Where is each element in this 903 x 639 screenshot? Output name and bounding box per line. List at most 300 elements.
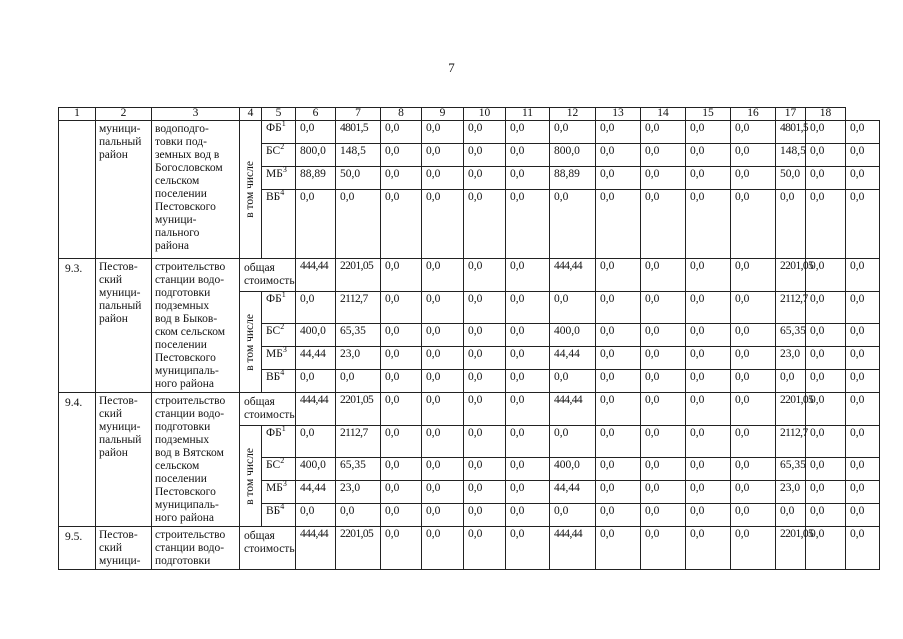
in-total-label: в том числе — [244, 447, 256, 505]
item-number-cell — [59, 393, 96, 527]
value-text: 0,0 — [600, 371, 615, 383]
value-text: 0,0 — [735, 293, 750, 305]
value-text: 0,0 — [340, 371, 355, 383]
value-text: 0,0 — [645, 325, 660, 337]
value-cell — [506, 393, 550, 426]
value-text: 0,0 — [468, 145, 483, 157]
value-cell — [596, 458, 641, 481]
value-cell — [296, 527, 336, 570]
header-cell: 3 — [152, 108, 240, 121]
value-text: 0,0 — [426, 427, 441, 439]
value-cell — [336, 481, 381, 504]
value-cell — [596, 426, 641, 458]
value-cell — [641, 426, 686, 458]
value-cell — [296, 370, 336, 393]
value-cell — [381, 347, 422, 370]
value-text: 0,0 — [690, 371, 705, 383]
value-text: 0,0 — [645, 122, 660, 134]
value-cell — [506, 144, 550, 167]
value-cell — [464, 292, 506, 324]
value-cell — [296, 121, 336, 144]
value-cell — [464, 527, 506, 570]
value-cell — [731, 527, 776, 570]
value-text: 444,44 — [300, 528, 329, 540]
value-text: 0,0 — [780, 371, 795, 383]
value-cell — [641, 167, 686, 190]
value-text: 0,0 — [510, 348, 525, 360]
total-label-cell — [240, 259, 296, 292]
value-cell — [506, 527, 550, 570]
total-label-cell — [240, 393, 296, 426]
value-cell — [596, 504, 641, 527]
cell-text: строительство станции водо- подготовки — [155, 529, 226, 567]
value-cell — [641, 259, 686, 292]
value-cell — [686, 324, 731, 347]
value-cell — [422, 481, 464, 504]
header-cell: 4 — [240, 108, 262, 121]
district-cell — [96, 259, 152, 393]
value-cell — [506, 292, 550, 324]
source-label-cell — [262, 190, 296, 259]
value-cell — [776, 370, 806, 393]
value-cell — [296, 324, 336, 347]
value-cell — [296, 481, 336, 504]
value-text: 0,0 — [426, 482, 441, 494]
source-name: МБ — [266, 348, 283, 360]
header-cell: 9 — [422, 108, 464, 121]
value-cell — [731, 370, 776, 393]
value-text: 0,0 — [385, 528, 400, 540]
value-cell — [596, 324, 641, 347]
value-cell — [506, 259, 550, 292]
value-cell — [550, 259, 596, 292]
value-cell — [776, 527, 814, 570]
source-name: ВБ — [266, 505, 281, 517]
header-cell: 13 — [596, 108, 641, 121]
value-text: 0,0 — [426, 371, 441, 383]
value-text: 0,0 — [850, 427, 865, 439]
value-text: 44,44 — [300, 482, 326, 494]
value-text: 0,0 — [850, 394, 865, 406]
value-cell — [806, 347, 846, 370]
value-cell — [422, 259, 464, 292]
value-text: 0,0 — [810, 260, 825, 272]
value-text: 0,0 — [385, 348, 400, 360]
value-text: 0,0 — [690, 260, 705, 272]
value-text: 0,0 — [385, 482, 400, 494]
value-text: 0,0 — [690, 145, 705, 157]
value-cell — [550, 144, 596, 167]
value-cell — [776, 190, 806, 259]
value-text: 0,0 — [426, 394, 441, 406]
cell-text: общая стоимость — [244, 396, 295, 421]
footnote-mark: 3 — [282, 165, 287, 175]
value-text: 0,0 — [468, 394, 483, 406]
value-text: 0,0 — [510, 145, 525, 157]
value-cell — [336, 259, 381, 292]
value-cell — [506, 370, 550, 393]
value-text: 2201,05 — [780, 260, 814, 272]
value-text: 0,0 — [554, 293, 569, 305]
value-text: 0,0 — [850, 168, 865, 180]
value-text: 0,0 — [385, 505, 400, 517]
in-total-cell — [240, 292, 262, 393]
value-cell — [550, 527, 596, 570]
total-row — [59, 393, 880, 426]
value-cell — [846, 121, 880, 144]
source-label-cell — [262, 167, 296, 190]
source-label-cell — [262, 481, 296, 504]
value-text: 0,0 — [510, 394, 525, 406]
header-cell: 5 — [262, 108, 296, 121]
value-text: 4801,5 — [340, 122, 369, 134]
value-cell — [846, 393, 880, 426]
value-text: 0,0 — [810, 325, 825, 337]
value-text: 0,0 — [300, 191, 315, 203]
value-cell — [731, 458, 776, 481]
value-text: 0,0 — [850, 145, 865, 157]
value-text: 0,0 — [735, 348, 750, 360]
value-text: 0,0 — [810, 191, 825, 203]
value-text: 0,0 — [385, 145, 400, 157]
value-cell — [381, 190, 422, 259]
value-cell — [336, 370, 381, 393]
value-cell — [381, 292, 422, 324]
value-cell — [336, 144, 381, 167]
value-text: 0,0 — [850, 293, 865, 305]
object-cell — [152, 393, 240, 527]
value-text: 50,0 — [780, 168, 801, 180]
value-cell — [381, 393, 422, 426]
value-text: 0,0 — [468, 191, 483, 203]
value-cell — [686, 259, 731, 292]
value-cell — [776, 504, 806, 527]
footnote-mark: 2 — [280, 456, 285, 466]
item-number-cell — [59, 527, 96, 570]
value-text: 0,0 — [690, 427, 705, 439]
value-text: 0,0 — [600, 168, 615, 180]
value-text: 0,0 — [510, 168, 525, 180]
value-text: 0,0 — [690, 394, 705, 406]
source-name: БС — [266, 459, 281, 471]
district-cell — [96, 393, 152, 527]
value-cell — [550, 121, 596, 144]
value-text: 0,0 — [385, 191, 400, 203]
value-cell — [381, 504, 422, 527]
value-cell — [422, 393, 464, 426]
value-cell — [846, 324, 880, 347]
value-cell — [846, 527, 880, 570]
object-cell — [152, 259, 240, 393]
header-cell: 15 — [686, 108, 731, 121]
value-text: 0,0 — [735, 325, 750, 337]
value-text: 0,0 — [600, 293, 615, 305]
object-cell — [152, 121, 240, 259]
value-cell — [686, 504, 731, 527]
value-cell — [776, 481, 806, 504]
value-text: 0,0 — [690, 528, 705, 540]
value-text: 0,0 — [600, 260, 615, 272]
value-text: 0,0 — [468, 371, 483, 383]
value-cell — [596, 527, 641, 570]
value-text: 148,5 — [340, 145, 366, 157]
cell-text: Пестов- ский муници- пальный район — [99, 261, 142, 325]
cell-text: Пестов- ский муници- пальный район — [99, 395, 142, 459]
value-cell — [686, 347, 731, 370]
value-text: 0,0 — [468, 260, 483, 272]
value-text: 44,44 — [554, 348, 580, 360]
value-text: 4801,5 — [780, 122, 809, 134]
item-number-cell — [59, 121, 96, 259]
value-cell — [596, 259, 641, 292]
value-text: 0,0 — [735, 528, 750, 540]
value-text: 0,0 — [645, 505, 660, 517]
source-name: ФБ — [266, 293, 282, 305]
value-text: 0,0 — [645, 528, 660, 540]
value-cell — [550, 324, 596, 347]
value-text: 0,0 — [468, 293, 483, 305]
value-text: 0,0 — [600, 394, 615, 406]
value-text: 0,0 — [385, 427, 400, 439]
value-cell — [686, 121, 731, 144]
value-cell — [296, 167, 336, 190]
value-cell — [731, 190, 776, 259]
value-cell — [381, 370, 422, 393]
cell-text: водоподго- товки под- земных вод в Богословском сельском поселении Пестовского муници- пального района — [155, 123, 223, 252]
in-total-cell — [240, 121, 262, 259]
header-cell: 17 — [776, 108, 806, 121]
header-cell: 14 — [641, 108, 686, 121]
value-cell — [806, 426, 846, 458]
value-cell — [806, 259, 846, 292]
value-cell — [846, 370, 880, 393]
value-text: 0,0 — [600, 145, 615, 157]
value-text: 0,0 — [510, 293, 525, 305]
value-text: 23,0 — [780, 348, 801, 360]
header-cell: 12 — [550, 108, 596, 121]
value-cell — [381, 259, 422, 292]
value-text: 0,0 — [426, 191, 441, 203]
value-text: 0,0 — [426, 325, 441, 337]
cell-text: Пестов- ский муници- — [99, 529, 141, 567]
value-cell — [422, 527, 464, 570]
value-cell — [550, 426, 596, 458]
value-text: 0,0 — [735, 122, 750, 134]
value-cell — [381, 144, 422, 167]
value-cell — [506, 426, 550, 458]
value-cell — [422, 190, 464, 259]
source-row — [59, 121, 880, 144]
value-cell — [776, 393, 814, 426]
value-cell — [686, 292, 731, 324]
value-text: 0,0 — [468, 348, 483, 360]
value-text: 0,0 — [300, 293, 315, 305]
value-cell — [336, 324, 381, 347]
value-text: 444,44 — [300, 394, 329, 406]
value-cell — [641, 481, 686, 504]
value-cell — [686, 481, 731, 504]
value-text: 0,0 — [810, 427, 825, 439]
value-text: 0,0 — [600, 482, 615, 494]
value-text: 0,0 — [468, 427, 483, 439]
district-cell — [96, 527, 152, 570]
header-cell: 16 — [731, 108, 776, 121]
value-cell — [776, 458, 806, 481]
source-label-cell — [262, 144, 296, 167]
value-cell — [686, 458, 731, 481]
value-text: 444,44 — [300, 260, 329, 272]
value-text: 0,0 — [645, 191, 660, 203]
value-cell — [464, 167, 506, 190]
value-cell — [464, 259, 506, 292]
header-cell: 1 — [59, 108, 96, 121]
value-text: 0,0 — [510, 325, 525, 337]
value-cell — [550, 370, 596, 393]
value-cell — [806, 481, 846, 504]
value-text: 0,0 — [810, 348, 825, 360]
value-cell — [731, 426, 776, 458]
value-cell — [846, 190, 880, 259]
value-cell — [806, 370, 846, 393]
value-cell — [336, 504, 381, 527]
value-cell — [336, 458, 381, 481]
value-cell — [641, 292, 686, 324]
value-text: 0,0 — [690, 505, 705, 517]
value-text: 0,0 — [850, 528, 865, 540]
value-cell — [641, 347, 686, 370]
value-cell — [506, 121, 550, 144]
value-cell — [296, 259, 336, 292]
value-text: 0,0 — [510, 505, 525, 517]
value-text: 0,0 — [510, 482, 525, 494]
value-text: 0,0 — [735, 427, 750, 439]
value-cell — [806, 324, 846, 347]
value-text: 0,0 — [810, 459, 825, 471]
value-cell — [422, 292, 464, 324]
header-cell: 6 — [296, 108, 336, 121]
value-text: 0,0 — [426, 260, 441, 272]
value-cell — [550, 190, 596, 259]
value-cell — [641, 527, 686, 570]
value-text: 2112,7 — [340, 293, 368, 305]
value-cell — [641, 121, 686, 144]
value-text: 0,0 — [810, 528, 825, 540]
cell-text: 9.4. — [65, 397, 83, 409]
value-text: 0,0 — [600, 348, 615, 360]
value-cell — [464, 370, 506, 393]
value-text: 0,0 — [690, 122, 705, 134]
value-cell — [550, 347, 596, 370]
value-text: 0,0 — [340, 191, 355, 203]
value-cell — [381, 426, 422, 458]
value-text: 0,0 — [735, 459, 750, 471]
value-text: 0,0 — [780, 505, 795, 517]
header-cell: 8 — [381, 108, 422, 121]
value-text: 0,0 — [810, 145, 825, 157]
value-cell — [806, 190, 846, 259]
value-text: 0,0 — [735, 394, 750, 406]
value-cell — [846, 144, 880, 167]
source-label-cell — [262, 292, 296, 324]
value-text: 400,0 — [554, 325, 580, 337]
value-cell — [846, 292, 880, 324]
value-text: 0,0 — [850, 459, 865, 471]
value-cell — [336, 190, 381, 259]
value-text: 23,0 — [780, 482, 801, 494]
cell-text: строительство станции водо- подготовки подземных вод в Быков- ском сельском поселении Пестовского муниципаль- ного района — [155, 261, 226, 390]
value-cell — [806, 458, 846, 481]
value-text: 0,0 — [850, 122, 865, 134]
value-cell — [686, 370, 731, 393]
footnote-mark: 2 — [280, 322, 285, 332]
value-cell — [731, 292, 776, 324]
footnote-mark: 4 — [280, 368, 285, 378]
value-cell — [464, 458, 506, 481]
value-cell — [596, 190, 641, 259]
value-text: 0,0 — [690, 348, 705, 360]
value-cell — [641, 458, 686, 481]
value-text: 0,0 — [300, 505, 315, 517]
value-text: 0,0 — [510, 459, 525, 471]
header-cell: 10 — [464, 108, 506, 121]
source-label-cell — [262, 347, 296, 370]
value-text: 444,44 — [554, 394, 583, 406]
in-total-cell — [240, 426, 262, 527]
value-text: 0,0 — [426, 505, 441, 517]
value-cell — [776, 121, 809, 144]
value-cell — [381, 121, 422, 144]
value-text: 0,0 — [735, 482, 750, 494]
value-text: 0,0 — [735, 371, 750, 383]
value-text: 0,0 — [554, 505, 569, 517]
value-cell — [846, 481, 880, 504]
district-cell — [96, 121, 152, 259]
value-text: 0,0 — [810, 371, 825, 383]
source-name: ФБ — [266, 427, 282, 439]
value-text: 444,44 — [554, 260, 583, 272]
value-text: 0,0 — [690, 191, 705, 203]
value-text: 0,0 — [468, 325, 483, 337]
value-text: 65,35 — [780, 459, 806, 471]
value-cell — [806, 167, 846, 190]
value-text: 0,0 — [600, 528, 615, 540]
footnote-mark: 2 — [280, 142, 285, 152]
value-cell — [596, 393, 641, 426]
value-cell — [846, 426, 880, 458]
value-cell — [381, 167, 422, 190]
value-cell — [422, 324, 464, 347]
value-text: 0,0 — [340, 505, 355, 517]
footnote-mark: 1 — [281, 290, 286, 300]
value-cell — [806, 292, 846, 324]
value-cell — [776, 426, 806, 458]
cell-text: 9.5. — [65, 531, 83, 543]
value-cell — [731, 324, 776, 347]
value-text: 44,44 — [554, 482, 580, 494]
item-number-cell — [59, 259, 96, 393]
value-text: 0,0 — [426, 459, 441, 471]
value-text: 0,0 — [468, 482, 483, 494]
cell-text: строительство станции водо- подготовки подземных вод в Вятском сельском поселении Пестовского муниципаль- ного района — [155, 395, 226, 524]
value-cell — [550, 458, 596, 481]
header-cell: 7 — [336, 108, 381, 121]
in-total-label: в том числе — [244, 161, 256, 218]
value-text: 23,0 — [340, 482, 361, 494]
value-cell — [641, 324, 686, 347]
cell-text: муници- пальный район — [99, 123, 142, 161]
value-cell — [296, 426, 336, 458]
value-cell — [336, 527, 381, 570]
